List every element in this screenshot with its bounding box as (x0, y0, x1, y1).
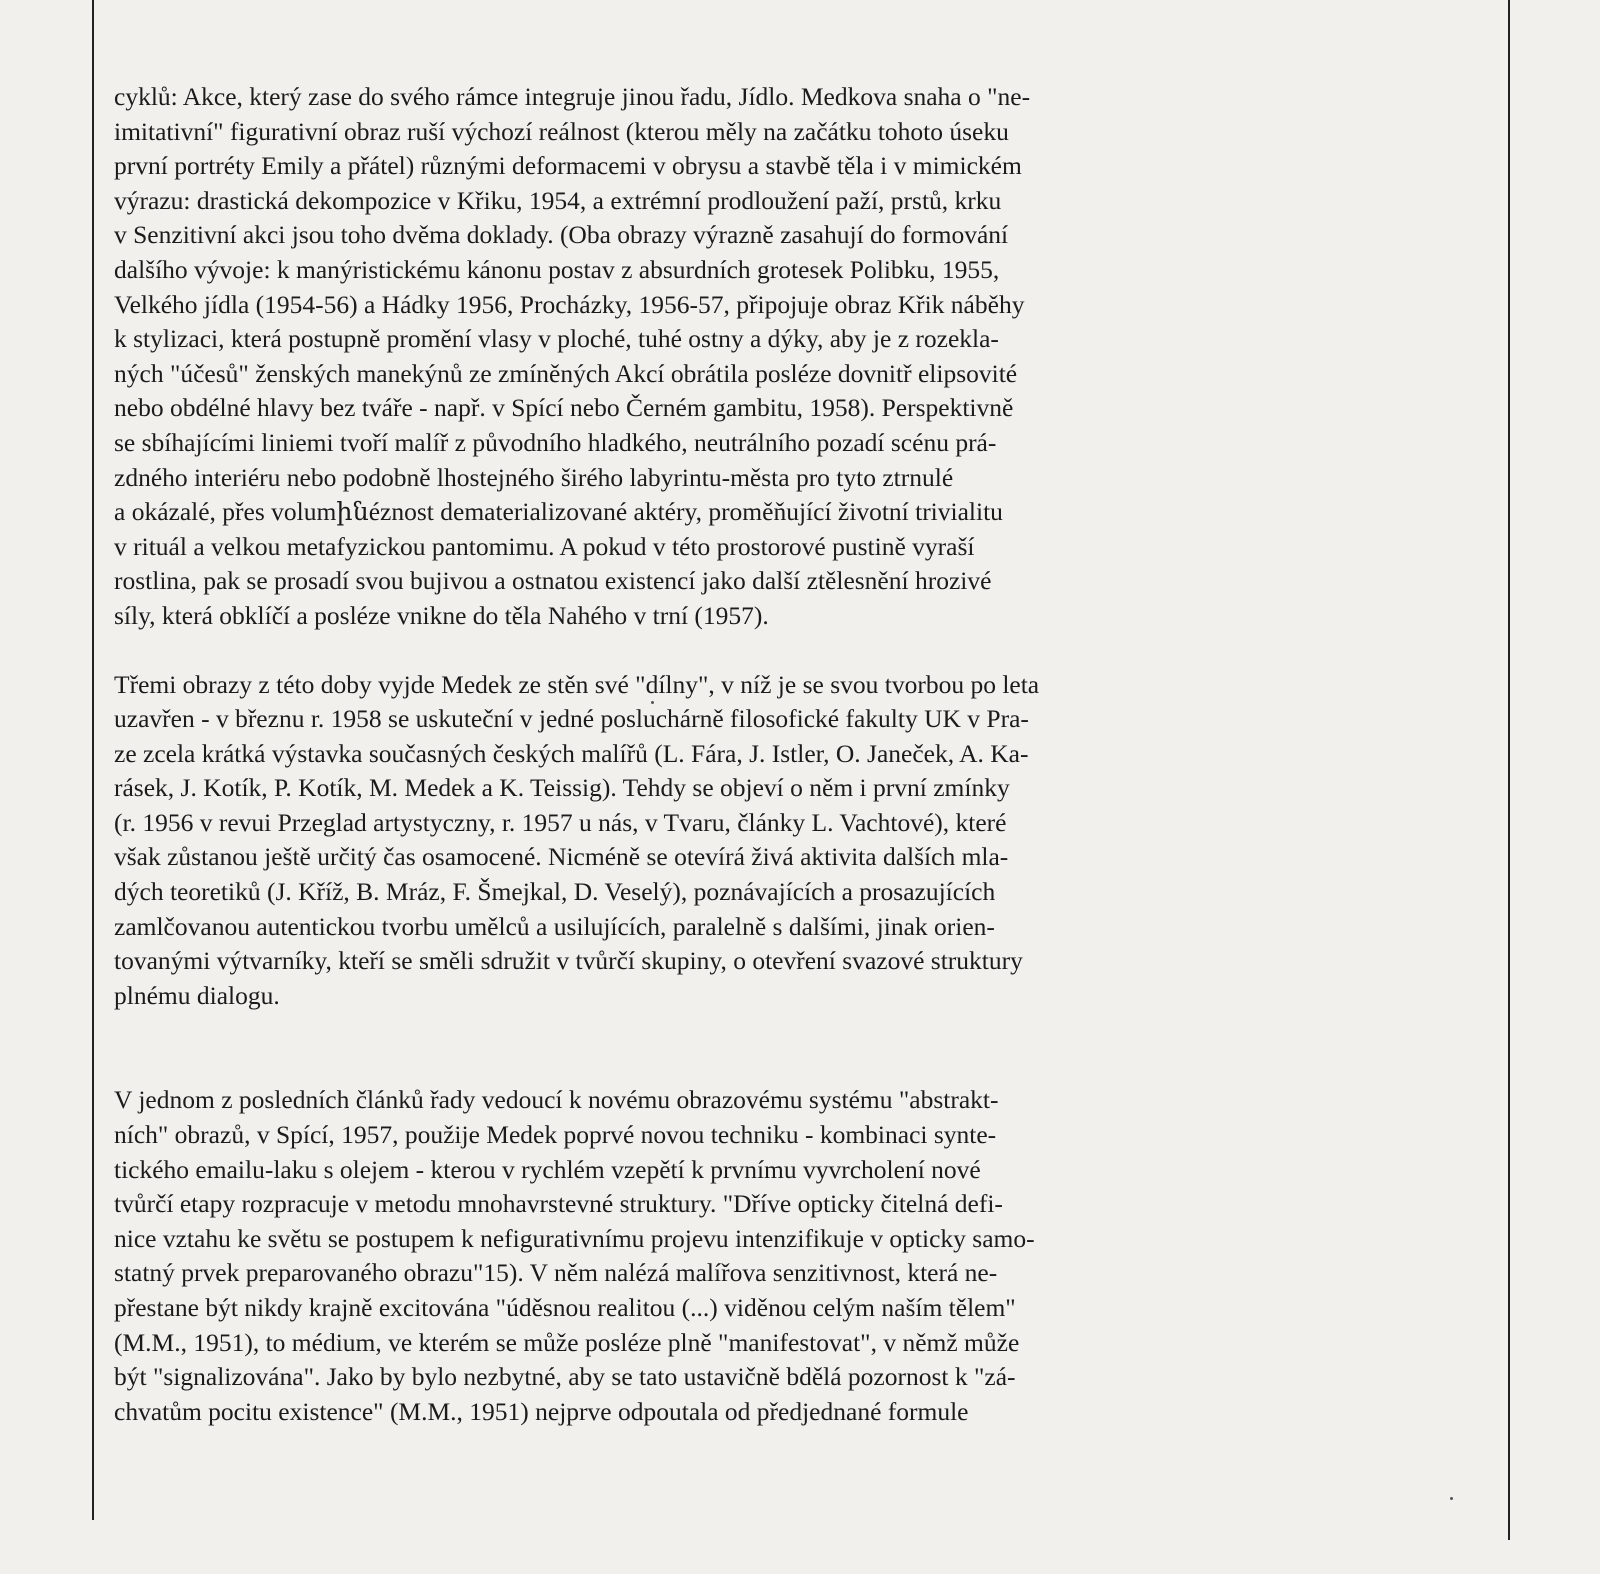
right-margin-rule (1508, 0, 1510, 1540)
paragraph-1 (114, 80, 1204, 634)
left-margin-rule (92, 0, 94, 1520)
text-line: Třemi obrazy z této doby vyjde Medek ze stěn své "dílny", v níž je se svou tvorbou po leta (114, 669, 1040, 699)
text-line: přestane být nikdy krajně excitována "úděsnou realitou (...) viděnou celým naším tělem" (114, 1293, 1016, 1322)
text-line: výrazu: drastická dekompozice v Křiku, 1954, a extrémní prodloužení paží, prstů, krku (114, 185, 1002, 215)
text-line: tvůrčí etapy rozpracuje v metodu mnohavrstevné struktury. "Dříve opticky čitelná defi- (114, 1189, 1003, 1219)
text-line: v rituál a velkou metafyzickou pantomimu. A pokud v této prostorové pustině vyraší (114, 531, 975, 561)
text-line: rostlina, pak se prosadí svou bujivou a ostnatou existencí jako další ztělesnění hrozivé (114, 566, 992, 596)
text-line: dalšího vývoje: k manýristickému kánonu postav z absurdních grotesek Polibku, 1955, (114, 254, 1000, 284)
text-line: chvatům pocitu existence" (M.M., 1951) nejprve odpoutala od předjednané formule (114, 1396, 969, 1426)
text-line: a okázalé, přes volumինéznost dematerializované aktéry, proměňující životní trivialitu (114, 497, 1003, 527)
text-line: ze zcela krátká výstavka současných českých malířů (L. Fára, J. Istler, O. Janeček, A. Ka- (114, 738, 1029, 768)
text-line: ních" obrazů, v Spící, 1957, použije Medek poprvé novou techniku - kombinaci synte- (114, 1120, 997, 1150)
text-line: (M.M., 1951), to médium, ve kterém se může posléze plně "manifestovat", v němž může (114, 1327, 1020, 1357)
text-line: k stylizaci, která postupně promění vlasy v ploché, tuhé ostny a dýky, aby je z rozekla- (114, 324, 999, 354)
text-line: síly, která obklíčí a posléze vnikne do těla Nahého v trní (1957). (114, 600, 769, 630)
paragraph-2 (114, 668, 1204, 1014)
text-line: nice vztahu ke světu se postupem k nefigurativnímu projevu intenzifikuje v opticky samo- (114, 1223, 1035, 1253)
text-line: zamlčovanou autentickou tvorbu umělců a usilujících, paralelně s dalšími, jinak orien- (114, 911, 995, 941)
text-line: rásek, J. Kotík, P. Kotík, M. Medek a K. Teissig). Tehdy se objeví o něm i první zmínky (114, 773, 1010, 803)
print-speck (1450, 1497, 1453, 1500)
body-text (114, 80, 1204, 1429)
text-line: V jednom z posledních článků řady vedoucí k novému obrazovému systému "abstrakt- (114, 1085, 999, 1115)
text-line: plnému dialogu. (114, 980, 280, 1010)
text-line: imitativní" figurativní obraz ruší výchozí reálnost (kterou měly na začátku tohoto úseku (114, 116, 1009, 146)
text-line: v Senzitivní akci jsou toho dvěma doklady. (Oba obrazy výrazně zasahují do formování (114, 220, 1009, 250)
text-line: cyklů: Akce, který zase do svého rámce integruje jinou řadu, Jídlo. Medkova snaha o "ne- (114, 82, 1031, 111)
text-line: ných "účesů" ženských manekýnů ze zmíněných Akcí obrátila posléze dovnitř elipsovité (114, 358, 1018, 388)
text-line: (r. 1956 v revui Przeglad artystyczny, r. 1957 u nás, v Tvaru, články L. Vachtové), které (114, 807, 1007, 837)
text-line: se sbíhajícími liniemi tvoří malíř z původního hladkého, neutrálního pozadí scénu prá- (114, 427, 997, 457)
paragraph-3 (114, 1083, 1204, 1429)
text-line: být "signalizována". Jako by bylo nezbytné, aby se tato ustavičně bdělá pozornost k "zá- (114, 1362, 1016, 1392)
text-line: první portréty Emily a přátel) různými deformacemi v obrysu a stavbě těla i v mimickém (114, 151, 1022, 181)
text-line: uzavřen - v březnu r. 1958 se uskuteční v jedné posluchárně filosofické fakulty UK v Pra- (114, 704, 1029, 734)
text-line: Velkého jídla (1954-56) a Hádky 1956, Procházky, 1956-57, připojuje obraz Křik náběhy (114, 289, 1025, 319)
text-line: zdného interiéru nebo podobně lhostejného širého labyrintu-města pro tyto ztrnulé (114, 462, 954, 492)
text-line: však zůstanou ještě určitý čas osamocené. Nicméně se otevírá živá aktivita dalších mla- (114, 842, 1009, 872)
text-line: dých teoretiků (J. Kříž, B. Mráz, F. Šmejkal, D. Veselý), poznávajících a prosazujících (114, 877, 996, 907)
text-line: tovanými výtvarníky, kteří se směli sdružit v tvůrčí skupiny, o otevření svazové struktury (114, 946, 1023, 976)
text-line: statný prvek preparovaného obrazu"15). V něm nalézá malířova senzitivnost, která ne- (114, 1258, 998, 1288)
text-line: nebo obdélné hlavy bez tváře - např. v Spící nebo Černém gambitu, 1958). Perspektivně (114, 393, 1014, 423)
text-line: tického emailu-laku s olejem - kterou v rychlém vzepětí k prvnímu vyvrcholení nové (114, 1154, 981, 1184)
